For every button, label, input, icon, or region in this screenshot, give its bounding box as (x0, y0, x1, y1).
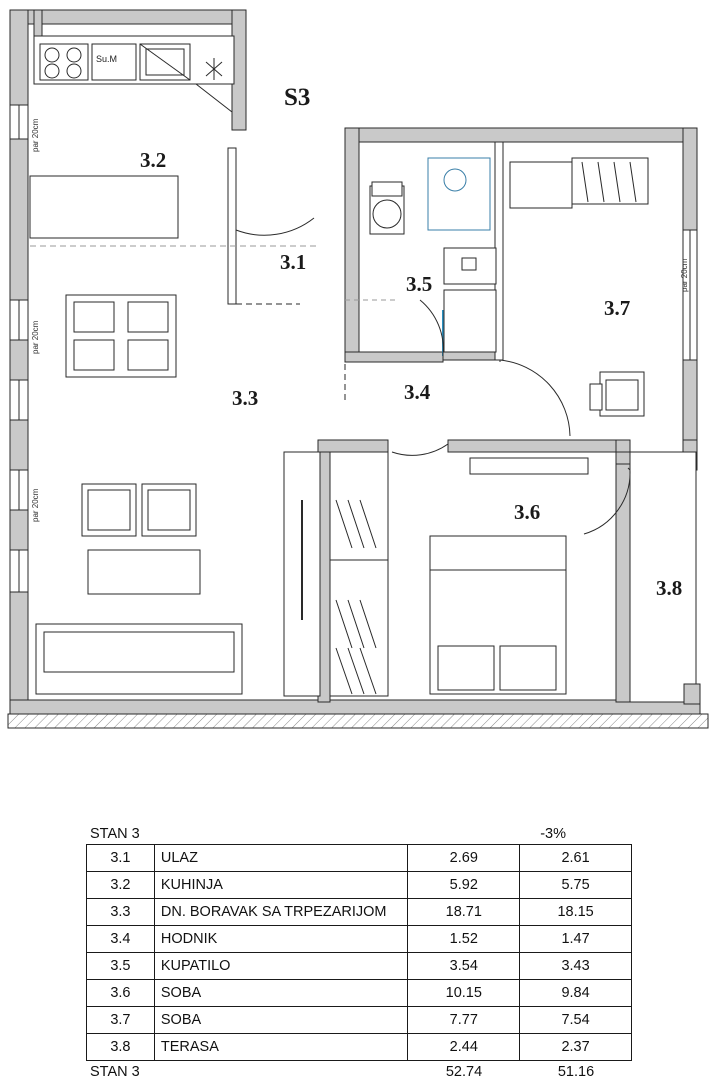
row-area: 10.15 (408, 980, 520, 1007)
plan-title: S3 (284, 84, 311, 111)
row-area: 2.44 (408, 1034, 520, 1061)
row-area-reduced: 1.47 (520, 926, 632, 953)
row-id: 3.1 (87, 845, 155, 872)
row-area-reduced: 18.15 (520, 899, 632, 926)
row-area: 18.71 (408, 899, 520, 926)
room-label-3-8: 3.8 (656, 576, 683, 600)
row-id: 3.3 (87, 899, 155, 926)
room-schedule-table (86, 844, 632, 1061)
row-area: 5.92 (408, 872, 520, 899)
row-area-reduced: 2.37 (520, 1034, 632, 1061)
row-id: 3.6 (87, 980, 155, 1007)
kitchen-unit-label: Su.M (96, 54, 118, 64)
row-name: DN. BORAVAK SA TRPEZARIJOM (154, 899, 408, 926)
table-row (87, 953, 632, 980)
row-name: TERASA (154, 1034, 408, 1061)
room-label-3-2: 3.2 (140, 148, 167, 172)
schedule-footer (86, 1061, 632, 1080)
row-area-reduced: 2.61 (520, 845, 632, 872)
row-id: 3.7 (87, 1007, 155, 1034)
row-name: KUHINJA (154, 872, 408, 899)
row-id: 3.8 (87, 1034, 155, 1061)
row-area: 3.54 (408, 953, 520, 980)
table-row (87, 926, 632, 953)
row-name: SOBA (154, 1007, 408, 1034)
row-id: 3.4 (87, 926, 155, 953)
table-row (87, 1007, 632, 1034)
wall-thickness-label-3: par 20cm (31, 488, 40, 522)
table-row (87, 1034, 632, 1061)
row-area-reduced: 3.43 (520, 953, 632, 980)
room-label-3-4: 3.4 (404, 380, 431, 404)
wall-thickness-label-4: par 20cm (680, 258, 689, 292)
table-row (87, 845, 632, 872)
table-row (87, 980, 632, 1007)
footer-label: STAN 3 (90, 1064, 140, 1080)
table-row (87, 872, 632, 899)
row-area-reduced: 7.54 (520, 1007, 632, 1034)
room-label-3-5: 3.5 (406, 272, 433, 296)
wall-thickness-label-2: par 20cm (31, 320, 40, 354)
row-area: 7.77 (408, 1007, 520, 1034)
row-name: HODNIK (154, 926, 408, 953)
schedule-title: STAN 3 (90, 826, 140, 842)
row-name: ULAZ (154, 845, 408, 872)
wall-thickness-label-1: par 20cm (31, 118, 40, 152)
footer-total-area-reduced: 51.16 (557, 1064, 595, 1080)
schedule-reduction: -3% (540, 826, 566, 842)
row-id: 3.2 (87, 872, 155, 899)
row-area-reduced: 9.84 (520, 980, 632, 1007)
room-schedule (86, 826, 632, 1080)
row-area: 2.69 (408, 845, 520, 872)
table-row (87, 899, 632, 926)
row-area: 1.52 (408, 926, 520, 953)
room-label-3-1: 3.1 (280, 250, 307, 274)
schedule-header (86, 826, 632, 844)
room-label-3-3: 3.3 (232, 386, 259, 410)
row-name: SOBA (154, 980, 408, 1007)
room-label-3-6: 3.6 (514, 500, 541, 524)
footer-total-area: 52.74 (445, 1064, 483, 1080)
row-name: KUPATILO (154, 953, 408, 980)
row-id: 3.5 (87, 953, 155, 980)
room-label-3-7: 3.7 (604, 296, 631, 320)
row-area-reduced: 5.75 (520, 872, 632, 899)
